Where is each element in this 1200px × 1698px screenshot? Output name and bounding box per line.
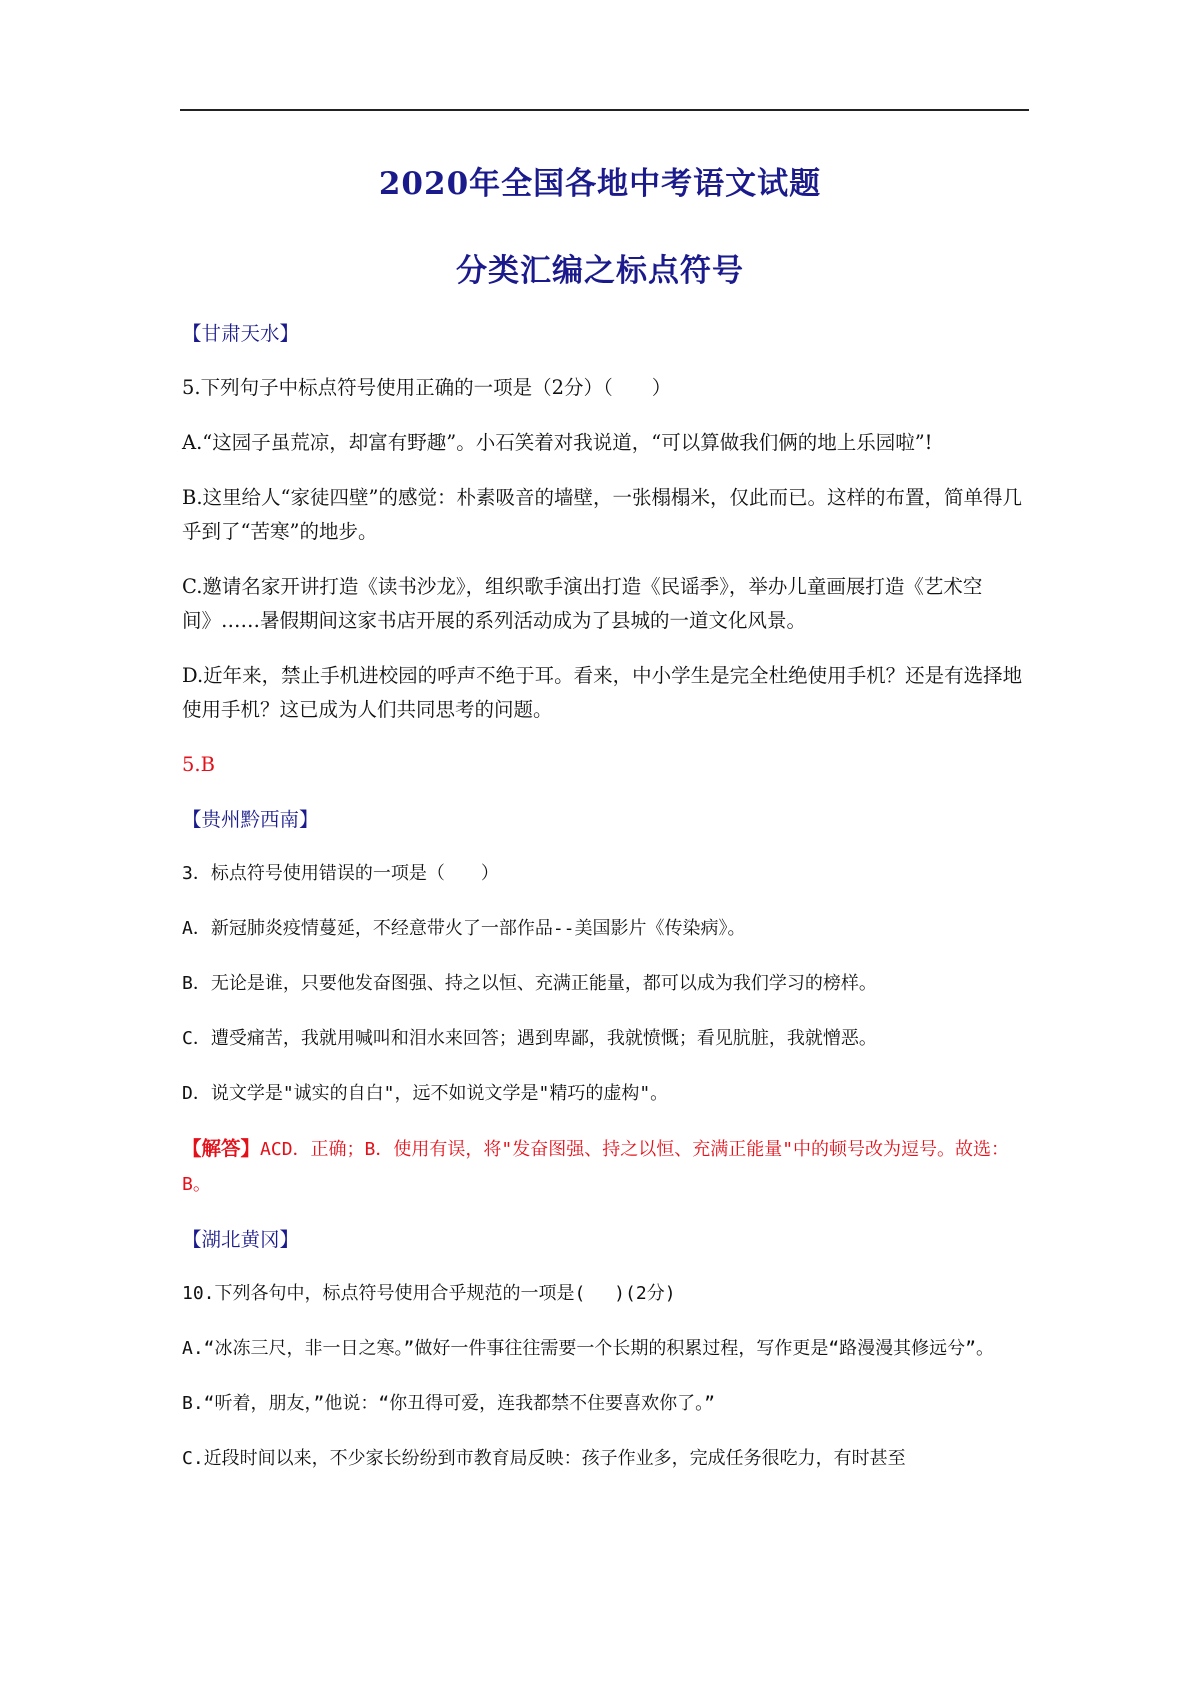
region-heading-hubei-huanggang: 【湖北黄冈】	[182, 1228, 300, 1251]
option-b: B.“听着，朋友，”他说：“你丑得可爱，连我都禁不住要喜欢你了。”	[182, 1393, 716, 1414]
document-body	[182, 317, 1028, 1497]
question-stem: 3．标点符号使用错误的一项是（ ）	[182, 863, 499, 884]
answer-explanation	[182, 1132, 1028, 1202]
option-c: C．遭受痛苦，我就用喊叫和泪水来回答；遇到卑鄙，我就愤慨；看见肮脏，我就憎恶。	[182, 1028, 877, 1049]
option-c: C.近段时间以来，不少家长纷纷到市教育局反映：孩子作业多，完成任务很吃力，有时甚至	[182, 1448, 906, 1469]
answer-text: ACD．正确；B．使用有误，将"发奋图强、持之以恒、充满正能量"中的顿号改为逗号。故选：B。	[182, 1139, 1010, 1195]
answer-label: 【解答】	[182, 1137, 261, 1160]
option-c: C.邀请名家开讲打造《读书沙龙》，组织歌手演出打造《民谣季》，举办儿童画展打造《艺术空间》……暑假期间这家书店开展的系列活动成为了县城的一道文化风景。	[182, 575, 983, 632]
question-stem: 10.下列各句中，标点符号使用合乎规范的一项是( )(2分)	[182, 1283, 676, 1304]
option-a: A.“这园子虽荒凉，却富有野趣”。小石笑着对我说道，“可以算做我们俩的地上乐园啦”!	[182, 431, 933, 454]
region-heading-gansu-tianshui: 【甘肃天水】	[182, 322, 300, 345]
question-stem: 5.下列句子中标点符号使用正确的一项是（2分）（ ）	[182, 376, 672, 399]
option-b: B.这里给人“家徒四壁”的感觉：朴素吸音的墙壁，一张榻榻米，仅此而已。这样的布置，简单得几乎到了“苦寒”的地步。	[182, 486, 1022, 543]
region-heading-guizhou-qianxinan: 【贵州黔西南】	[182, 808, 319, 831]
header-rule	[180, 109, 1029, 111]
option-a: A．新冠肺炎疫情蔓延，不经意带火了一部作品--美国影片《传染病》。	[182, 918, 746, 939]
option-d: D．说文学是"诚实的自白"，远不如说文学是"精巧的虚构"。	[182, 1083, 669, 1104]
document-title-line1: 2020年全国各地中考语文试题	[378, 166, 822, 202]
option-b: B．无论是谁，只要他发奋图强、持之以恒、充满正能量，都可以成为我们学习的榜样。	[182, 973, 877, 994]
option-a: A.“冰冻三尺，非一日之寒。”做好一件事往往需要一个长期的积累过程，写作更是“路漫漫其修远兮”。	[182, 1338, 995, 1359]
document-title-line2: 分类汇编之标点符号	[456, 253, 744, 289]
option-d: D.近年来，禁止手机进校园的呼声不绝于耳。看来，中小学生是完全杜绝使用手机？还是有选择地使用手机？这已成为人们共同思考的问题。	[182, 664, 1023, 721]
answer-key: 5.B	[182, 753, 215, 776]
